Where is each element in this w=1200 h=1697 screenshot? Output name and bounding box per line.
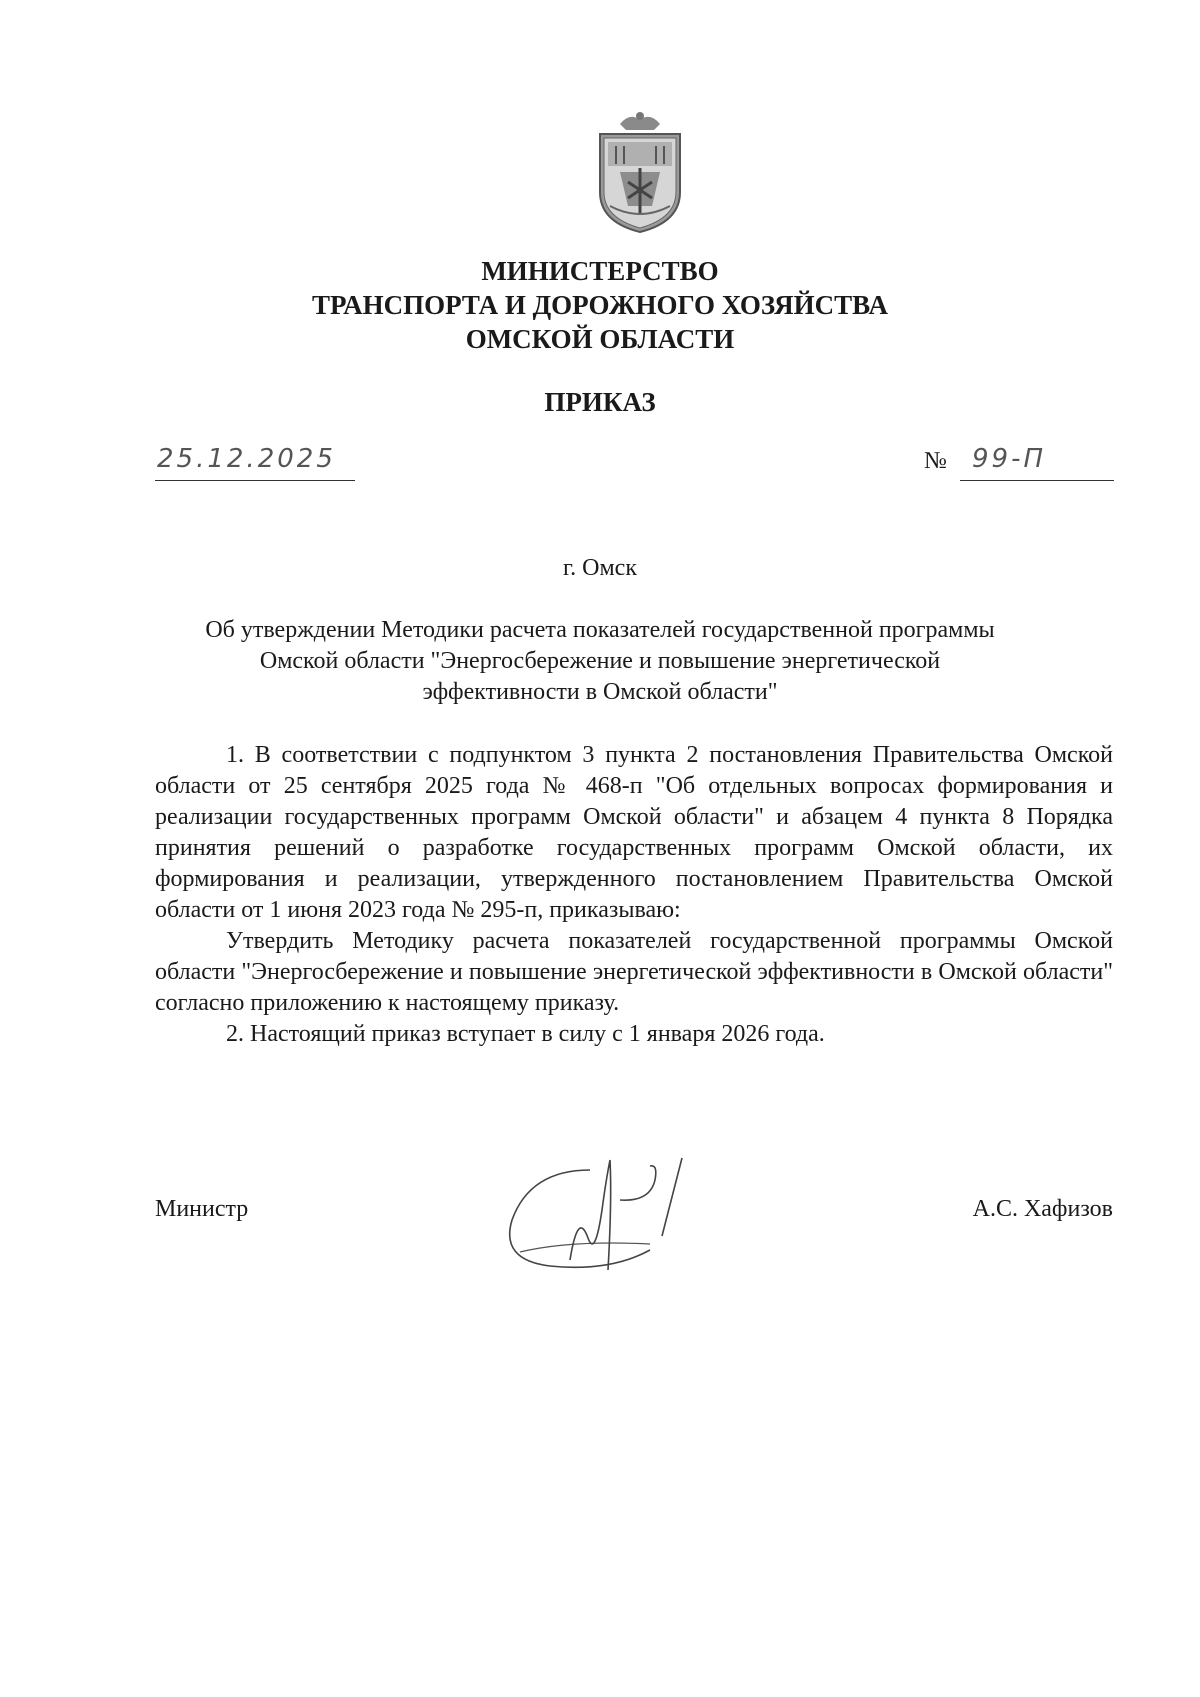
handwritten-date: 25.12.2025 <box>157 444 336 474</box>
coat-of-arms-icon <box>590 110 690 234</box>
number-field <box>924 444 1114 480</box>
subject-line-2: Омской области "Энергосбережение и повышение энергетической <box>259 648 941 674</box>
signatory-name: А.С. Хафизов <box>972 1196 1113 1222</box>
paragraph-2: Утвердить Методику расчета показателей государственной программы Омской области "Энергосбережение и повышение энергетической эффективности в Омской области" согласно приложению к настоящему приказу. <box>155 928 1113 1016</box>
number-line <box>960 444 1114 481</box>
handwritten-number: 99-П <box>972 444 1047 474</box>
document-type: ПРИКАЗ <box>544 387 656 417</box>
subject-line-1: Об утверждении Методики расчета показателей государственной программы <box>205 617 995 643</box>
order-subject <box>0 615 1200 708</box>
ministry-line-2: ТРАНСПОРТА И ДОРОЖНОГО ХОЗЯЙСТВА <box>312 290 888 320</box>
paragraph-3: 2. Настоящий приказ вступает в силу с 1 января 2026 года. <box>226 1021 825 1047</box>
paragraph-1: 1. В соответствии с подпунктом 3 пункта 2 постановления Правительства Омской области от 25 сентября 2025 года № 468-п "Об отдельных вопросах формирования и реализации государственных программ Омской области" и абзацем 4 пункта 8 Порядка принятия решений о разработке государственных программ Омской области, их формирования и реализации, утвержденного постановлением Правительства Омской области от 1 июня 2023 года № 295-п, приказываю: <box>155 742 1113 923</box>
signatory-title: Министр <box>155 1196 249 1222</box>
subject-line-3: эффективности в Омской области" <box>422 679 778 705</box>
date-field <box>155 442 355 481</box>
ministry-line-3: ОМСКОЙ ОБЛАСТИ <box>465 324 735 354</box>
ministry-name <box>0 254 1200 356</box>
ministry-line-1: МИНИСТЕРСТВО <box>481 256 719 286</box>
city: г. Омск <box>563 555 637 581</box>
order-body <box>155 740 1113 1050</box>
number-sign: № <box>924 448 947 474</box>
signature-icon <box>500 1140 720 1280</box>
